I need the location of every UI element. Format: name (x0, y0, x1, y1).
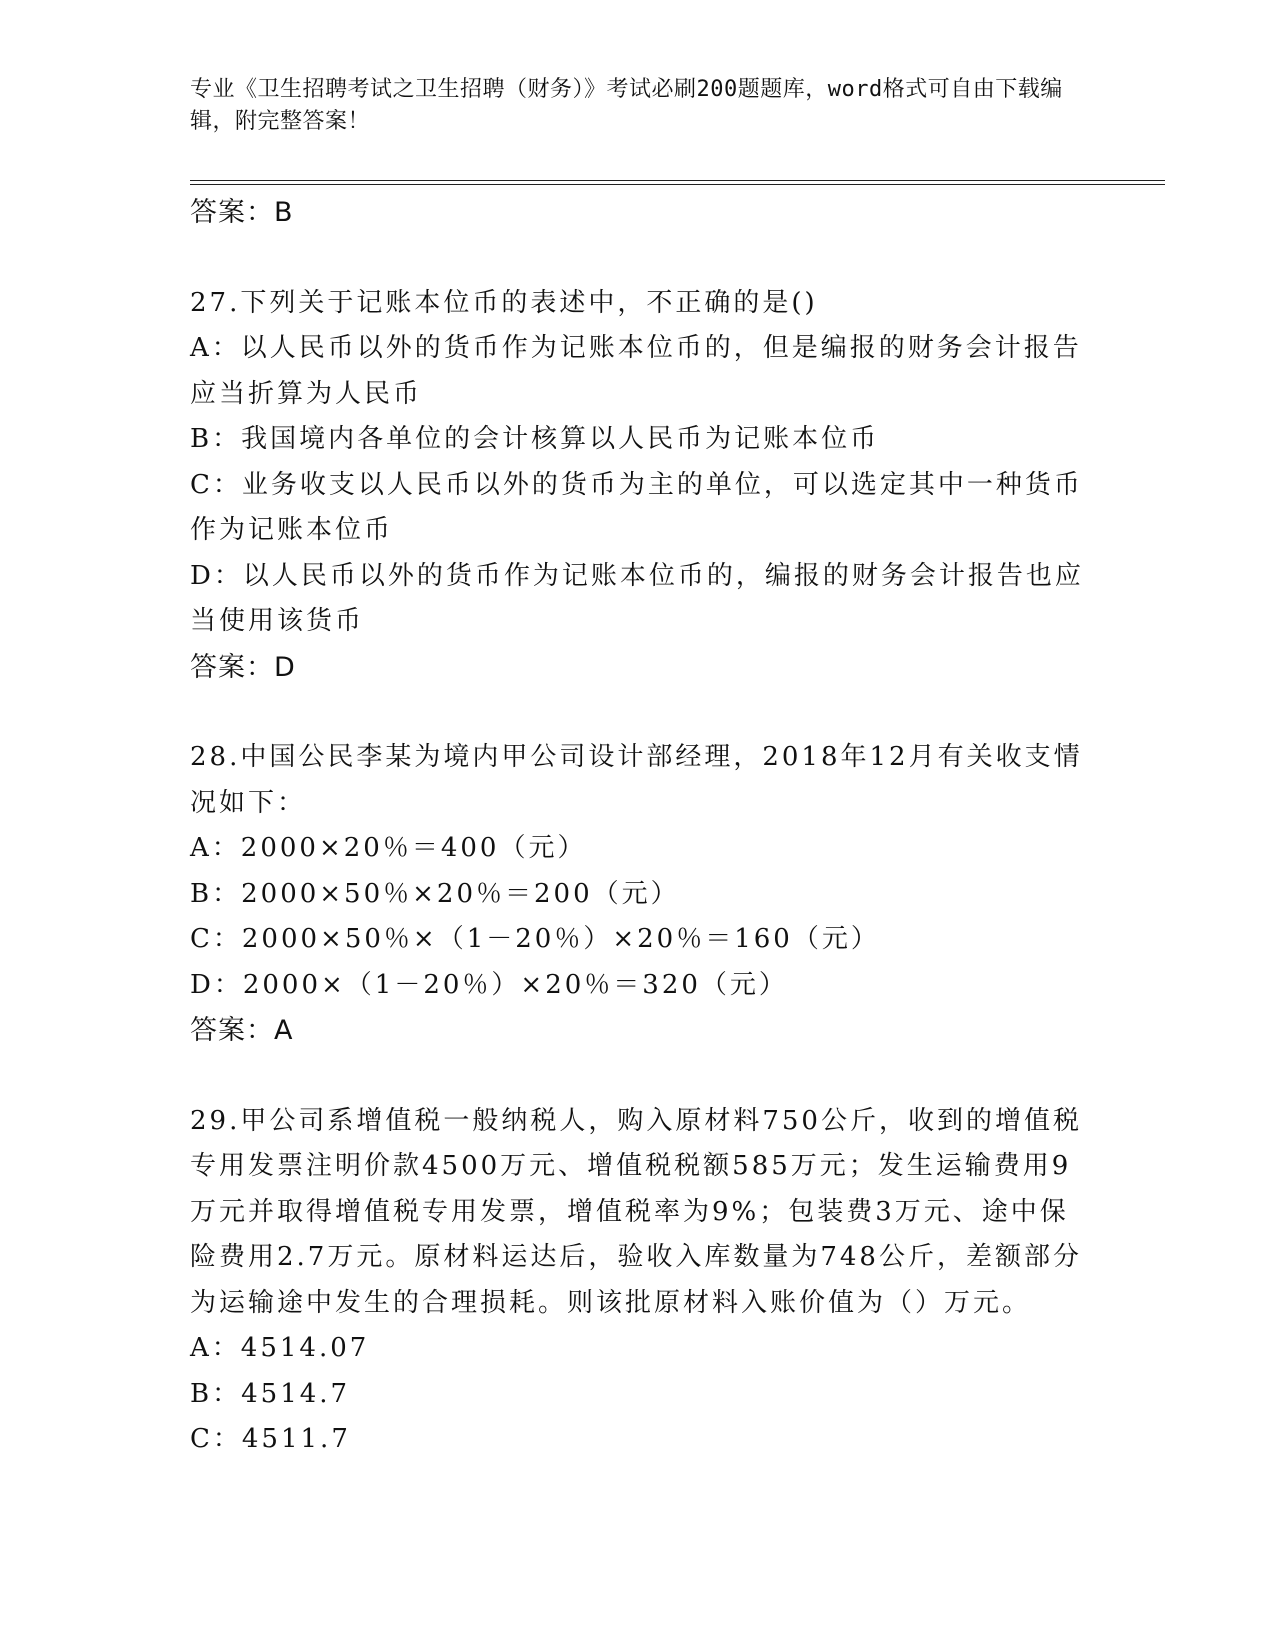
question-27 (190, 281, 1090, 691)
option-a: A：以人民币以外的货币作为记账本位币的，但是编报的财务会计报告应当折算为人民币 (190, 333, 1082, 409)
question-28 (190, 735, 1090, 1054)
question-stem: 27.下列关于记账本位币的表述中，不正确的是() (190, 287, 818, 318)
option-b: B：4514.7 (190, 1378, 351, 1409)
header-rule-thick (190, 180, 1165, 181)
question-gap (190, 1054, 1090, 1099)
header-rule-thin (190, 184, 1165, 185)
question-stem: 29.甲公司系增值税一般纳税人，购入原材料750公斤，收到的增值税专用发票注明价款4500万元、增值税税额585万元；发生运输费用9万元并取得增值税专用发票，增值税率为9%；包装费3万元、途中保险费用2.7万元。原材料运达后，验收入库数量为748公斤，差额部分为运输途中发生的合理损耗。则该批原材料入账价值为（）万元。 (190, 1105, 1082, 1318)
answer-line: 答案：B (190, 197, 294, 228)
option-c: C：4511.7 (190, 1424, 351, 1454)
question-gap (190, 690, 1090, 735)
option-b: B：2000×50％×20％＝200（元） (190, 878, 680, 909)
option-d: D：2000×（1－20％）×20％＝320（元） (190, 969, 788, 1000)
question-gap (190, 236, 1090, 281)
document-header: 专业《卫生招聘考试之卫生招聘（财务）》考试必刷200题题库，word格式可自由下载编辑，附完整答案！ (190, 77, 1063, 134)
option-d: D：以人民币以外的货币作为记账本位币的，编报的财务会计报告也应当使用该货币 (190, 560, 1084, 636)
question-29 (190, 1099, 1090, 1463)
answer-line: 答案：A (190, 1015, 294, 1046)
option-b: B：我国境内各单位的会计核算以人民币为记账本位币 (190, 424, 880, 454)
option-c: C：业务收支以人民币以外的货币为主的单位，可以选定其中一种货币作为记账本位币 (190, 469, 1083, 545)
option-a: A：4514.07 (190, 1333, 370, 1363)
answer-line: 答案：D (190, 651, 296, 683)
question-stem: 28.中国公民李某为境内甲公司设计部经理，2018年12月有关收支情况如下： (190, 742, 1083, 818)
option-c: C：2000×50％×（1－20％）×20％＝160（元） (190, 924, 880, 954)
document-body (190, 190, 1090, 1463)
option-a: A：2000×20％＝400（元） (190, 833, 587, 863)
